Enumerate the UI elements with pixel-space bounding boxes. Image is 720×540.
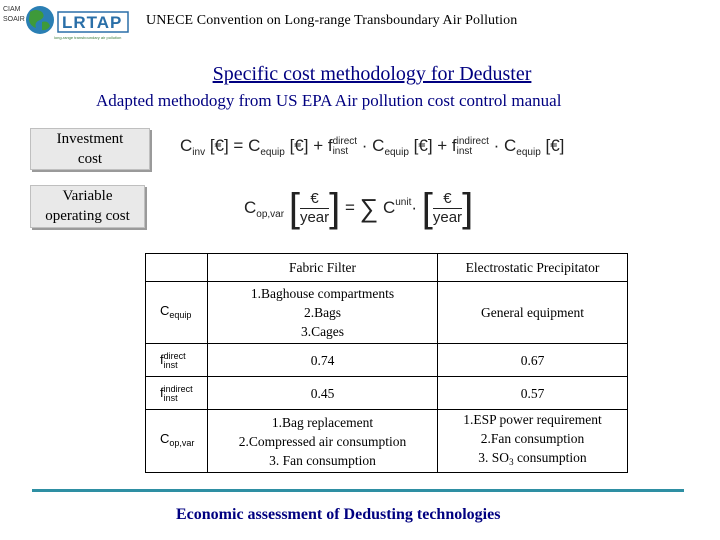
row-label-main: C (160, 302, 170, 318)
left-bracket-2: [ (421, 186, 433, 230)
row-label-f-indirect (146, 377, 208, 410)
row-label-sub: op,var (169, 438, 195, 448)
cell-line: 3. Fan consumption (269, 452, 376, 468)
formula-part6: [€] (545, 136, 565, 155)
header-title: UNECE Convention on Long-range Transboundary Air Pollution (146, 13, 518, 28)
formula-c: C (180, 136, 193, 155)
formula-f-direct (333, 137, 357, 157)
frac-num-2: € (433, 190, 462, 209)
fraction-euro-year-1 (300, 190, 329, 227)
formula-part3: · C (361, 136, 385, 155)
table-row (146, 377, 628, 410)
row-label-main: f (160, 352, 164, 368)
table-header-empty (146, 254, 208, 282)
cell-line: 1.ESP power requirement (463, 412, 602, 427)
table-row (146, 282, 628, 344)
frac-den-2: year (432, 209, 463, 226)
row-label-stack (164, 385, 193, 403)
investment-formula (180, 136, 564, 158)
esp-cell (438, 410, 628, 473)
variable-cost-label (30, 185, 145, 228)
table-header-fabric: Fabric Filter (208, 254, 438, 282)
formula-sub-equip2: equip (384, 147, 409, 158)
row-label-f-direct (146, 344, 208, 377)
row-label-sup: direct (163, 350, 186, 361)
investment-label-line1: Investment (56, 131, 124, 147)
fraction-euro-year-2 (433, 190, 462, 227)
logo-tagline: long-range transboundary air pollution (54, 35, 122, 40)
formula-sub-equip1: equip (260, 147, 285, 158)
logo-wordmark: LRTAP (62, 13, 123, 32)
esp-cell: 0.67 (438, 344, 628, 377)
formula-sup-indirect: indirect (456, 135, 489, 147)
row-label-sup: indirect (163, 383, 193, 394)
table-header-row (146, 254, 628, 282)
slide-subtitle: Adapted methodogy from US EPA Air pollution cost control manual (96, 91, 562, 110)
so3-subscript: 3 (509, 457, 514, 467)
esp-cell: 0.57 (438, 377, 628, 410)
formula-part4: [€] + f (413, 136, 457, 155)
sum-symbol: ∑ (359, 193, 379, 223)
table-row (146, 344, 628, 377)
row-label-c-equip (146, 282, 208, 344)
cell-line: General equipment (480, 305, 585, 320)
vformula-c: C (244, 197, 257, 217)
cell-line: 1.Bag replacement (271, 414, 374, 430)
variable-formula (244, 186, 473, 231)
cell-line: 2.Bags (303, 305, 342, 320)
cell-line: 2.Compressed air consumption (238, 433, 407, 449)
table-row (146, 410, 628, 473)
formula-part1: [€] = C (209, 136, 261, 155)
formula-sub-inst1: inst (332, 145, 349, 157)
cell-line (440, 448, 625, 472)
formula-sub-inst2: inst (456, 145, 473, 157)
formula-part2: [€] + f (289, 136, 333, 155)
row-label-sub: inst (163, 392, 178, 403)
table-header-esp: Electrostatic Precipitator (438, 254, 628, 282)
footer-divider (32, 489, 684, 492)
variable-label-line1: Variable (62, 188, 113, 204)
vformula-c2: C (382, 197, 396, 217)
right-bracket-2: ] (462, 186, 474, 230)
cell-line: 3.Cages (300, 324, 345, 339)
vformula-dot: · (411, 197, 418, 217)
fabric-cell (208, 282, 438, 344)
consumption-text: consumption (513, 450, 587, 465)
fabric-cell: 0.74 (208, 344, 438, 377)
row-label-main: C (160, 431, 170, 446)
formula-sub-inv: inv (192, 147, 206, 158)
row-label-sub: equip (169, 309, 192, 320)
cell-line: 2.Fan consumption (480, 431, 585, 446)
row-label-main: f (160, 385, 164, 401)
cell-line: 1.Baghouse compartments (250, 286, 395, 301)
frac-den-1: year (299, 209, 330, 226)
vformula-sup-unit: unit (395, 196, 412, 208)
investment-cost-label (30, 128, 150, 170)
esp-cell (438, 282, 628, 344)
logo-side-text-1: CIAM (3, 6, 21, 13)
so2-text: 3. SO (478, 450, 510, 465)
variable-label-line2: operating cost (45, 208, 130, 224)
row-label-stack (164, 352, 186, 370)
slide-title: Specific cost methodology for Deduster (212, 63, 532, 85)
left-bracket-1: [ (288, 186, 300, 230)
row-label-sub: inst (163, 359, 178, 370)
row-label-c-opvar (146, 410, 208, 473)
fabric-cell: 0.45 (208, 377, 438, 410)
fabric-cell (208, 410, 438, 473)
investment-label-line2: cost (77, 151, 103, 167)
vformula-sub: op,var (256, 208, 285, 220)
right-bracket-1: ] (329, 186, 341, 230)
logo-side-text-2: SOAIR (3, 16, 25, 23)
formula-f-indirect (457, 137, 489, 157)
cost-table (145, 253, 628, 473)
formula-sub-equip3: equip (516, 147, 541, 158)
vformula-eq: = (344, 197, 355, 217)
footer-text: Economic assessment of Dedusting technologies (176, 506, 501, 523)
formula-part5: · C (493, 136, 517, 155)
lrtap-logo (2, 2, 132, 42)
frac-num-1: € (300, 190, 329, 209)
formula-sup-direct: direct (332, 135, 358, 147)
